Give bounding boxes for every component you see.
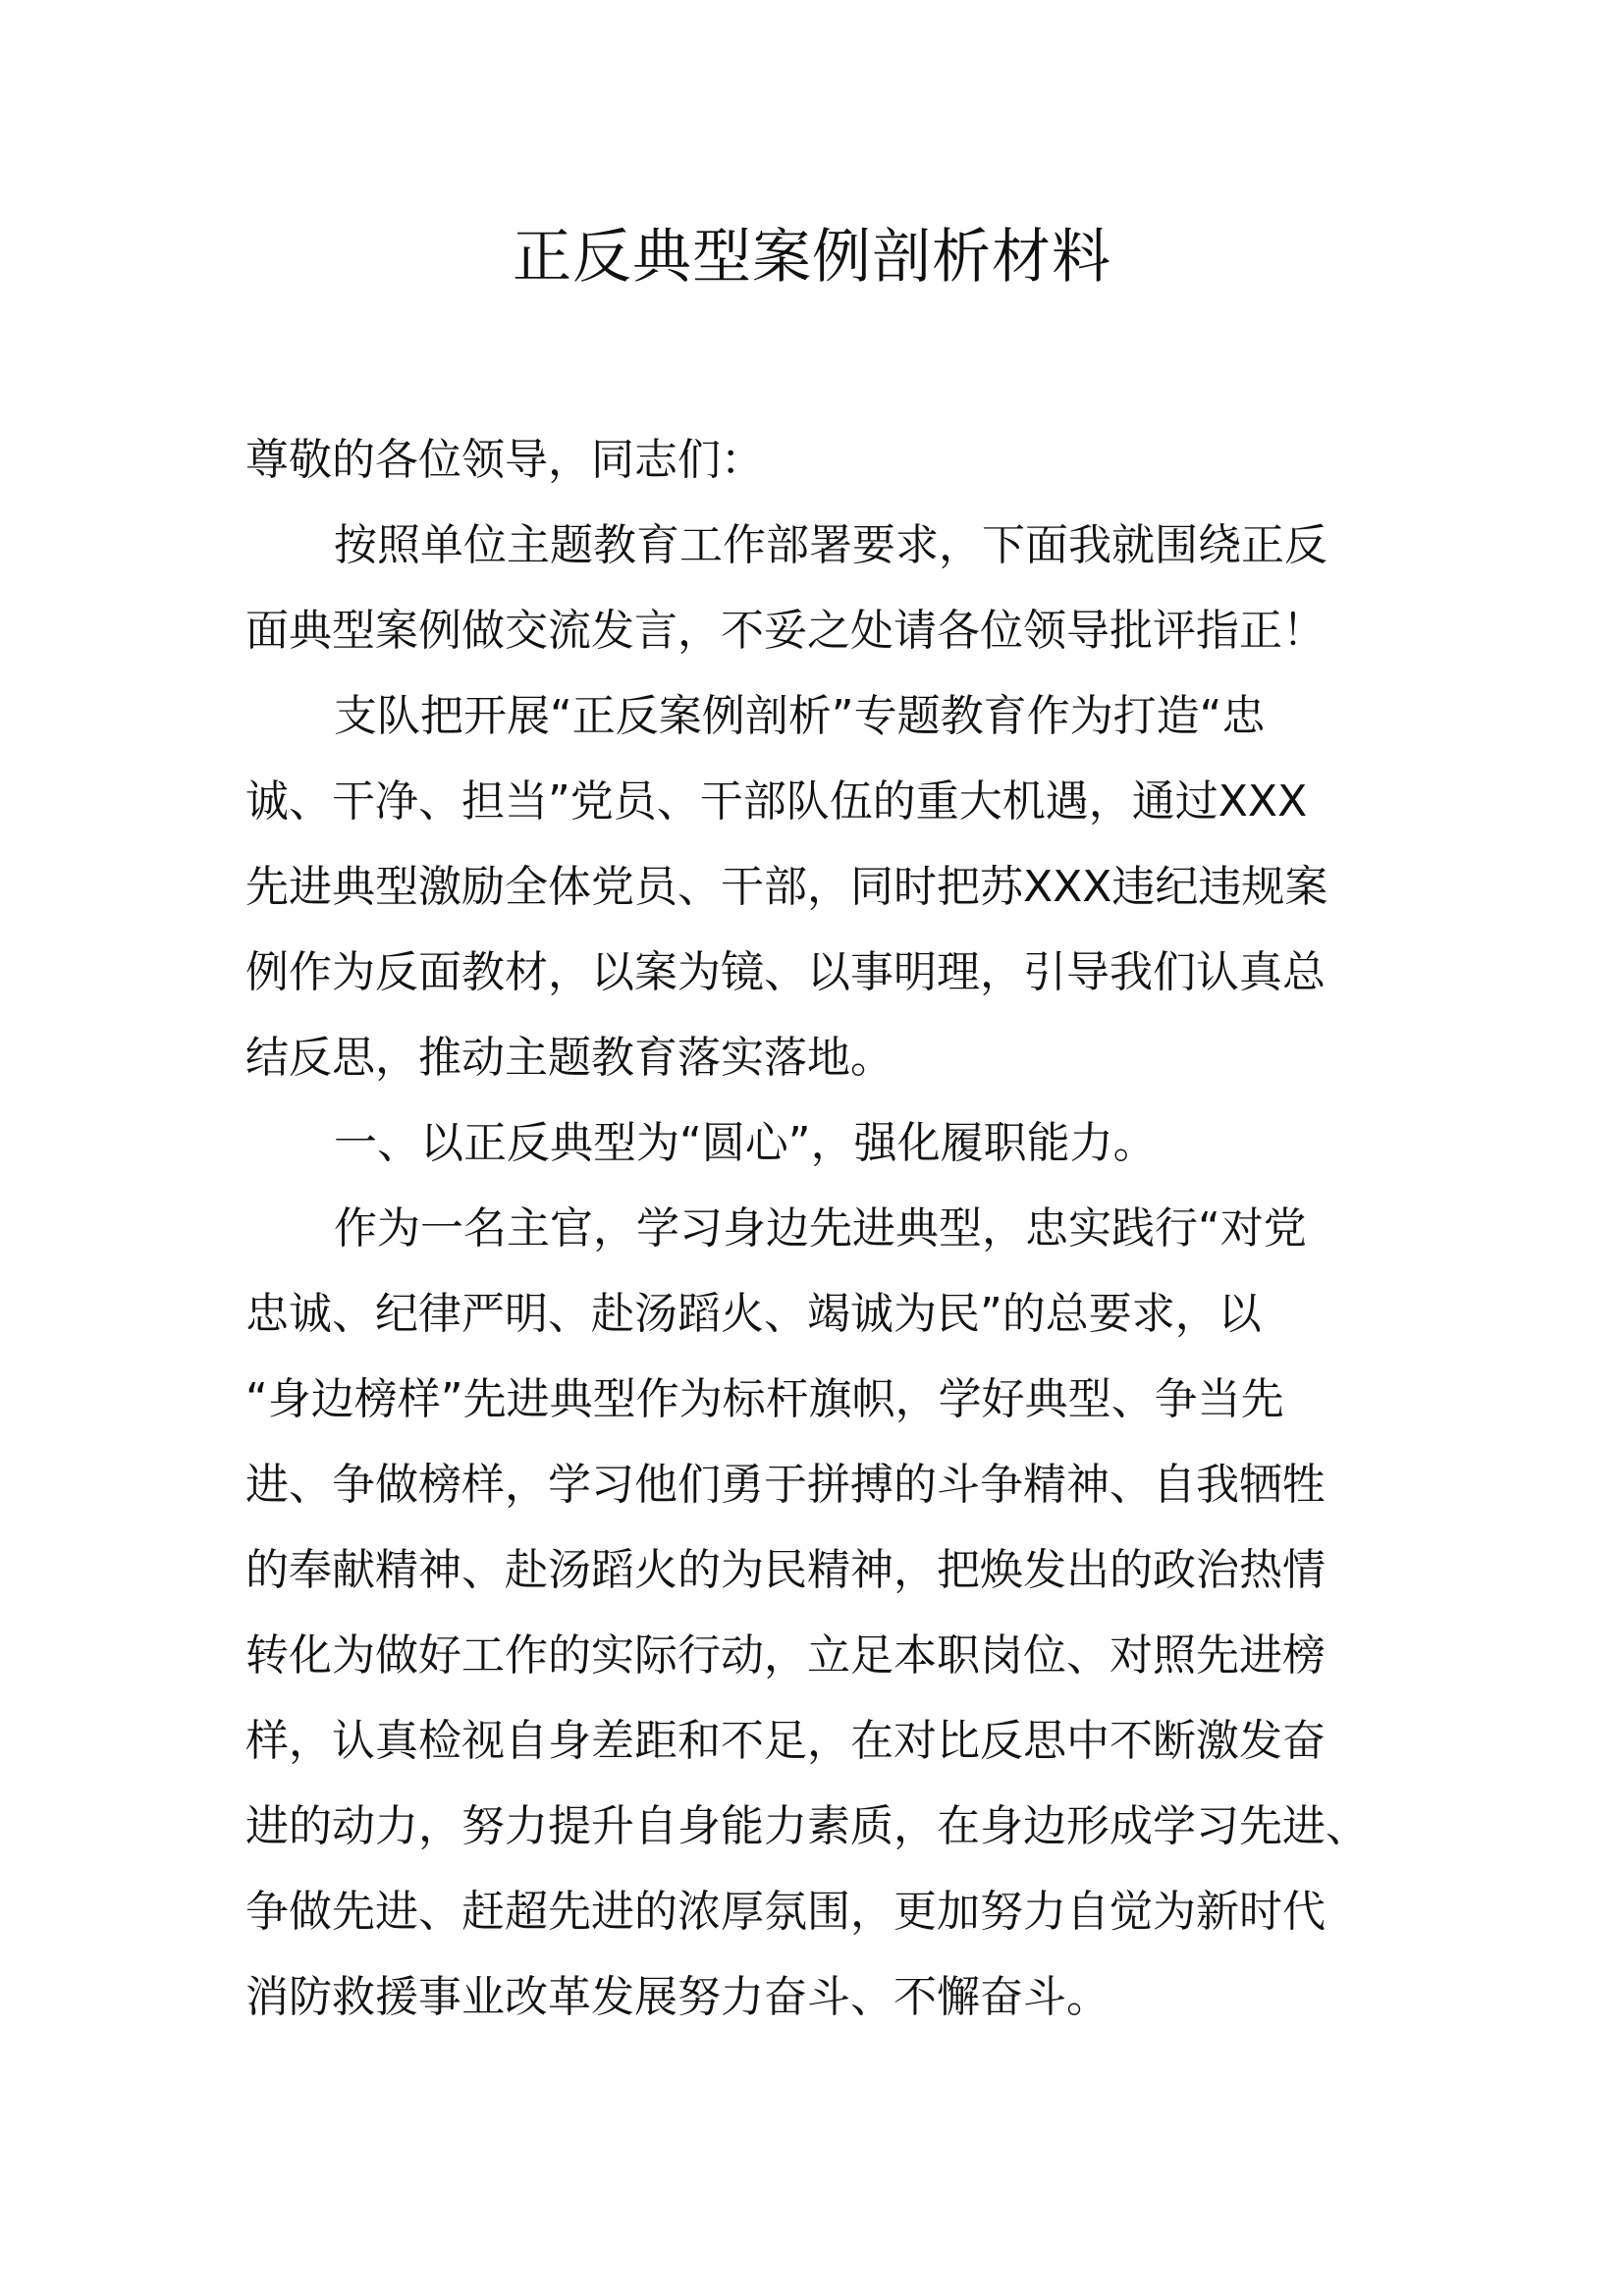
document-title: 正反典型案例剖析材料 xyxy=(513,223,1111,292)
paragraph-line: 按照单位主题教育工作部署要求，下面我就围绕正反 xyxy=(334,520,1327,570)
paragraph-line: 支队把开展“正反案例剖析”专题教育作为打造“忠 xyxy=(334,691,1266,741)
paragraph-line: 例作为反面教材，以案为镜、以事明理，引导我们认真总 xyxy=(245,947,1326,997)
paragraph-line: 忠诚、纪律严明、赴汤蹈火、竭诚为民”的总要求，以 xyxy=(245,1289,1262,1339)
paragraph-line: 消防救援事业改革发展努力奋斗、不懈奋斗。 xyxy=(245,1972,1110,2022)
document-body xyxy=(245,417,1394,2040)
paragraph-line: 样，认真检视自身差距和不足，在对比反思中不断激发奋 xyxy=(245,1716,1326,1766)
paragraph-line: 转化为做好工作的实际行动，立足本职岗位、对照先进榜 xyxy=(245,1630,1326,1681)
paragraph-line: 进、争做榜样，学习他们勇于拼搏的斗争精神、自我牺牲 xyxy=(245,1460,1326,1510)
paragraph-line: 作为一名主官，学习身边先进典型，忠实践行“对党 xyxy=(334,1203,1307,1254)
paragraph-line: 先进典型激励全体党员、干部，同时把苏XXX违纪违规案 xyxy=(245,862,1328,912)
paragraph-line: 的奉献精神、赴汤蹈火的为民精神，把焕发出的政治热情 xyxy=(245,1545,1326,1595)
paragraph-line: 结反思，推动主题教育落实落地。 xyxy=(245,1033,893,1083)
paragraph-line: 面典型案例做交流发言，不妥之处请各位领导批评指正！ xyxy=(245,606,1326,656)
paragraph-line: “身边榜样”先进典型作为标杆旗帜，学好典型、争当先 xyxy=(245,1374,1284,1424)
paragraph-line: 争做先进、赶超先进的浓厚氛围，更加努力自觉为新时代 xyxy=(245,1887,1326,1937)
section-heading: 一、以正反典型为“圆心”，强化履职能力。 xyxy=(334,1118,1157,1168)
salutation-line: 尊敬的各位领导，同志们： xyxy=(245,435,764,485)
paragraph-line: 进的动力，努力提升自身能力素质，在身边形成学习先进、 xyxy=(245,1801,1369,1851)
paragraph-line: 诚、干净、担当”党员、干部队伍的重大机遇，通过XXX xyxy=(245,776,1308,827)
